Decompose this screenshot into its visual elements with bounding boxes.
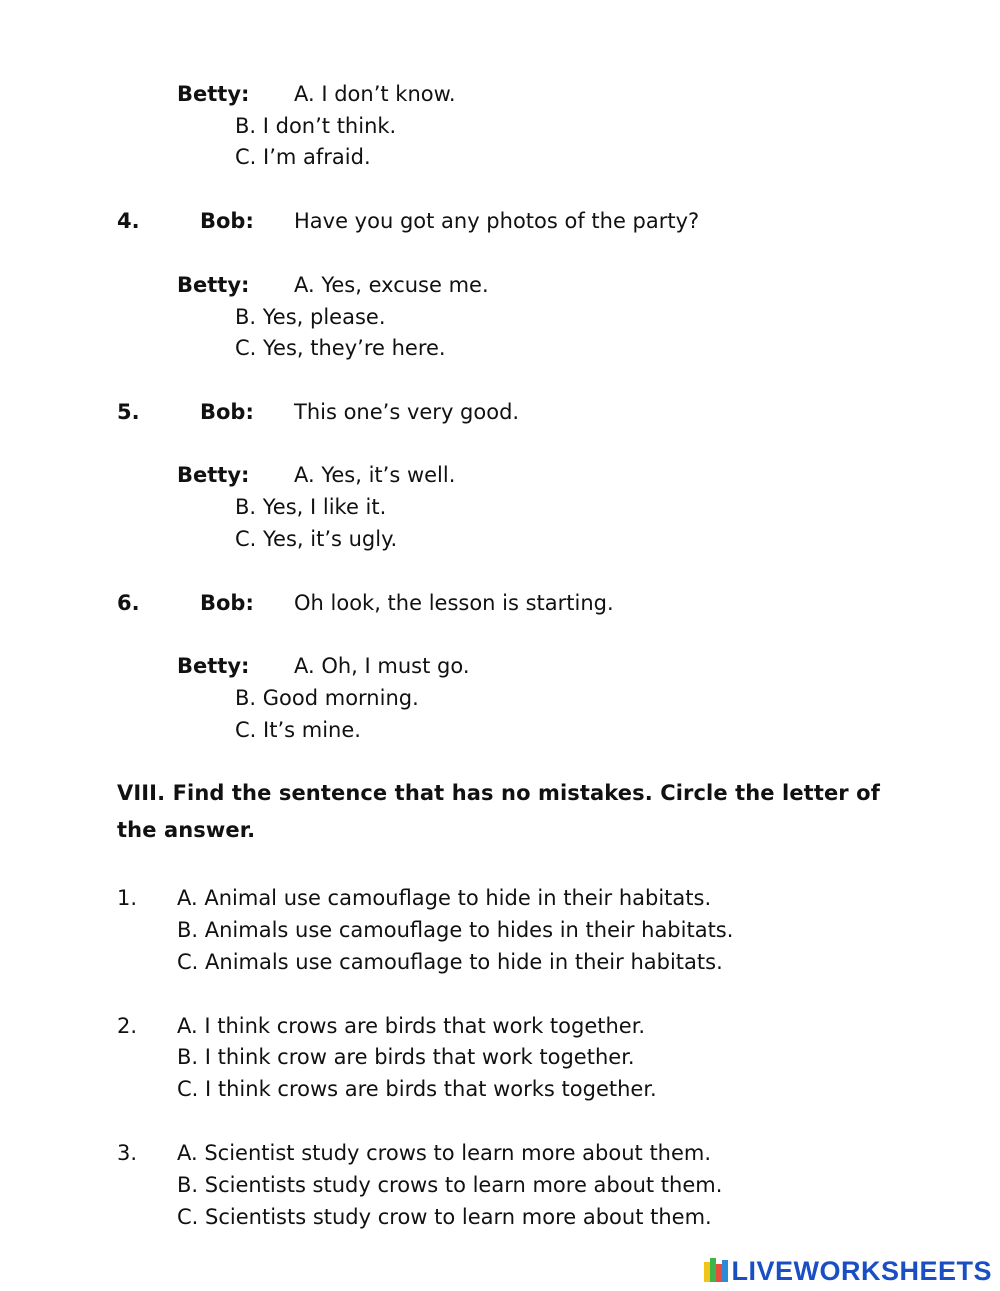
question-number: 4.: [117, 209, 140, 233]
betty-label: Betty:: [177, 654, 250, 678]
bob-label: Bob:: [200, 209, 254, 233]
option-b[interactable]: B. Yes, please.: [235, 305, 386, 329]
betty-label: Betty:: [177, 463, 250, 487]
option-c[interactable]: C. I’m afraid.: [235, 145, 371, 169]
bob-line: This one’s very good.: [294, 400, 520, 424]
betty-label: Betty:: [177, 273, 250, 297]
question-number: 3.: [117, 1141, 138, 1165]
option-c[interactable]: C. It’s mine.: [235, 718, 361, 742]
bob-line: Oh look, the lesson is starting.: [294, 591, 614, 615]
option-a[interactable]: A. Scientist study crows to learn more about them.: [177, 1141, 712, 1165]
option-b[interactable]: B. I don’t think.: [235, 114, 397, 138]
option-b[interactable]: B. I think crow are birds that work together.: [177, 1045, 635, 1069]
option-a[interactable]: A. I don’t know.: [294, 82, 456, 106]
logo-blocks-icon: [704, 1258, 728, 1284]
option-a[interactable]: A. Animal use camouflage to hide in their habitats.: [177, 886, 712, 910]
option-c[interactable]: C. Yes, it’s ugly.: [235, 527, 398, 551]
option-b[interactable]: B. Good morning.: [235, 686, 419, 710]
question-number: 1.: [117, 886, 138, 910]
option-c[interactable]: C. I think crows are birds that works together.: [177, 1077, 657, 1101]
question-number: 2.: [117, 1014, 138, 1038]
option-b[interactable]: B. Animals use camouflage to hides in their habitats.: [177, 918, 734, 942]
option-a[interactable]: A. I think crows are birds that work together.: [177, 1014, 646, 1038]
bob-line: Have you got any photos of the party?: [294, 209, 700, 233]
option-a[interactable]: A. Yes, excuse me.: [294, 273, 489, 297]
option-a[interactable]: A. Oh, I must go.: [294, 654, 470, 678]
section-heading-continued: the answer.: [117, 818, 256, 842]
option-a[interactable]: A. Yes, it’s well.: [294, 463, 456, 487]
liveworksheets-logo[interactable]: [704, 1256, 992, 1286]
logo-text: LIVEWORKSHEETS: [731, 1255, 992, 1286]
question-number: 6.: [117, 591, 140, 615]
option-c[interactable]: C. Animals use camouflage to hide in their habitats.: [177, 950, 723, 974]
logo-block: [722, 1260, 728, 1282]
bob-label: Bob:: [200, 591, 254, 615]
bob-label: Bob:: [200, 400, 254, 424]
option-c[interactable]: C. Yes, they’re here.: [235, 336, 446, 360]
option-b[interactable]: B. Scientists study crows to learn more about them.: [177, 1173, 723, 1197]
section-heading: VIII. Find the sentence that has no mistakes. Circle the letter of: [117, 781, 880, 805]
option-b[interactable]: B. Yes, I like it.: [235, 495, 387, 519]
option-c[interactable]: C. Scientists study crow to learn more about them.: [177, 1205, 712, 1229]
betty-label: Betty:: [177, 82, 250, 106]
question-number: 5.: [117, 400, 140, 424]
